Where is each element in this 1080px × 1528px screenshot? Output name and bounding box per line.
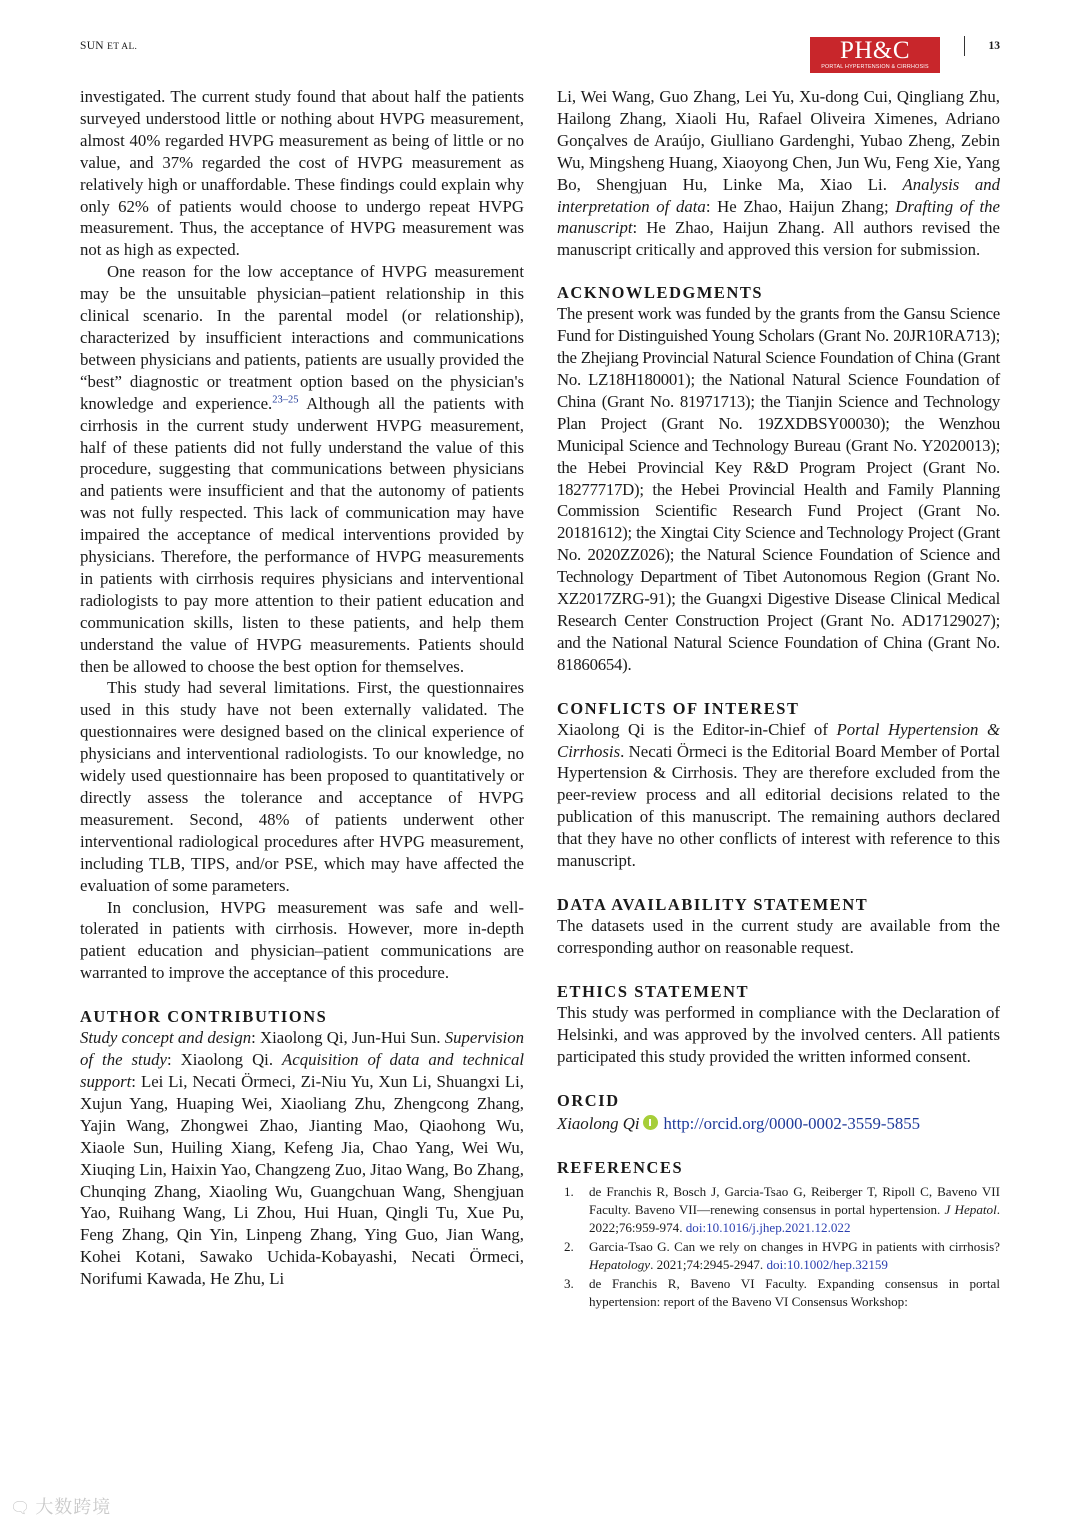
running-head-etal: ET AL. bbox=[107, 42, 138, 52]
reference-item bbox=[557, 1238, 1000, 1274]
author-contributions-continued bbox=[557, 86, 1000, 261]
journal-logo-abbr: PH&C bbox=[839, 37, 911, 64]
ethics-text: This study was performed in compliance with the Declaration of Helsinki, and was approved by the involved centers. All patients participated this study provided the written informed consent. bbox=[557, 1002, 1000, 1066]
journal-name: Portal Hypertension & Cirrhosis bbox=[557, 719, 1001, 761]
orcid-author-name: Xiaolong Qi bbox=[557, 1113, 640, 1133]
journal-logo-full-name: PORTAL HYPERTENSION & CIRRHOSIS bbox=[821, 64, 929, 70]
watermark bbox=[10, 1493, 111, 1519]
reference-number: 3. bbox=[564, 1275, 574, 1291]
citation-link[interactable]: 23–25 bbox=[272, 394, 299, 406]
section-heading-ethics: ETHICS STATEMENT bbox=[557, 981, 750, 1001]
paragraph: investigated. The current study found that about half the patients surveyed understood little or nothing about HVPG measurement, almost 40% regarded HVPG measurement as being of little or no value, and 37% regarded the cost of HVPG measurement as relatively high or unaffordable. These findings could explain why only 62% of patients would choose to undergo repeat HVPG measurement. Thus, the acceptance of HVPG measurement was not as high as expected. bbox=[80, 87, 524, 260]
reference-text: . 2021;74:2945-2947. bbox=[650, 1256, 767, 1272]
author-contributions-text bbox=[80, 1027, 524, 1290]
page-header bbox=[80, 34, 1000, 74]
orcid-entry bbox=[557, 1113, 1000, 1135]
contribution-text: Li, Wei Wang, Guo Zhang, Lei Yu, Xu-dong Cui, Qingliang Zhu, Hailong Zhang, Xiaoli Hu, Rafael Oliveira Ximenes, Adriano Gonçalves de Araújo, Giulliano Gardenghi, Yubao Zheng, Zebin Wu, Mingsheng Huang, Xiaoyong Chen, Jun Wu, Feng Xie, Yang Bo, Shengjuan Hu, Linke Ma, Xiao Li. bbox=[557, 87, 1000, 194]
reference-number: 1. bbox=[564, 1183, 574, 1199]
chat-bubble-icon: 🗨 bbox=[10, 1498, 32, 1517]
paragraph-text: Although all the patients with cirrhosis in the current study underwent HVPG measurement, half of these patients did not fully understand the value of this procedure, suggesting that communications between physicians and patients were insufficient and that the autonomy of patients was not fully respected. This lack of communication may have impaired the acceptance of medical interventions provided by physicians. Therefore, the performance of HVPG measurements in patients with cirrhosis requires physicians and interventional radiologists to pay more attention to their patient education and communication skills, listen to these patients, and help them understand the value of HVPG measurements. Patients should then be allowed to choose the best option for themselves. bbox=[80, 393, 524, 676]
reference-text: de Franchis R, Bosch J, Garcia-Tsao G, Reiberger T, Ripoll C, Baveno VII Faculty. Baveno VII—renewing consensus in portal hypertension. bbox=[589, 1183, 1000, 1217]
reference-journal: J Hepatol bbox=[944, 1201, 997, 1217]
conflicts-text bbox=[557, 719, 1000, 872]
contribution-label: Supervision of the study bbox=[80, 1028, 524, 1070]
paragraph-text: One reason for the low acceptance of HVPG measurement may be the unsuitable physician–patient relationship in this clinical scenario. In the parental model (or relationship), characterized by insufficient interactions and communications between physicians and patients, patients are usually provided the “best” diagnostic or treatment option based on the physician's knowledge and experience. bbox=[80, 262, 524, 413]
contribution-label: Drafting of the manuscript bbox=[557, 196, 1000, 238]
reference-text: . 2022;76:959-974. bbox=[589, 1201, 1000, 1235]
contribution-text: : Xiaolong Qi. bbox=[166, 1050, 283, 1070]
conflicts-text-part: . Necati Örmeci is the Editorial Board Member of Portal Hypertension & Cirrhosis. They are therefore excluded from the peer-review process and all editorial decisions related to the publication of this manuscript. The remaining authors declared that they have no other conflicts of interest with reference to this manuscript. bbox=[557, 741, 1000, 871]
reference-item bbox=[557, 1183, 1000, 1237]
running-head-author: SUN bbox=[80, 40, 104, 52]
section-heading-references: REFERENCES bbox=[557, 1157, 684, 1177]
paragraph bbox=[80, 261, 524, 677]
right-column bbox=[557, 86, 1000, 1312]
reference-list bbox=[557, 1183, 1000, 1311]
reference-doi-link[interactable]: doi:10.1002/hep.32159 bbox=[766, 1256, 888, 1272]
reference-number: 2. bbox=[564, 1238, 574, 1254]
left-column bbox=[80, 86, 524, 1290]
reference-journal: Hepatology bbox=[589, 1256, 651, 1272]
contribution-label: Analysis and interpretation of data bbox=[557, 174, 1000, 216]
contribution-text: : Lei Li, Necati Örmeci, Zi-Niu Yu, Xun Li, Shuangxi Li, Xujun Yang, Huaping Wei, Xiaoliang Zhu, Zhengcong Zhang, Yajin Wang, Zhongwei Zhao, Jianting Mao, Qiaohong Wu, Xiaole Sun, Huiling Xiang, Kefeng Jia, Chao Yang, Wei Wu, Xiuqing Lin, Haixin Yao, Changzeng Zuo, Jitao Wang, Bo Zhang, Chunqing Zhang, Xiaoling Wu, Guangchuan Wang, Shengjuan Yao, Ruihang Wang, Li Zhou, Hui Huan, Qingli Tu, Xue Pu, Feng Zhang, Qin Yin, Linpeng Zhang, Ying Guo, Jian Wang, Kohei Kotani, Sawako Uchida-Kobayashi, Necati Örmeci, Norifumi Kawada, He Zhu, Li bbox=[80, 1071, 524, 1289]
paragraph: In conclusion, HVPG measurement was safe and well-tolerated in patients with cirrhosis. However, more in-depth patient education and physician–patient communications are warranted to improve the acceptance of this procedure. bbox=[80, 897, 524, 983]
conflicts-text-part: Xiaolong Qi is the Editor-in-Chief of bbox=[557, 719, 837, 739]
section-heading-data-availability: DATA AVAILABILITY STATEMENT bbox=[557, 895, 869, 914]
orcid-icon[interactable] bbox=[643, 1115, 658, 1130]
reference-item bbox=[557, 1275, 1000, 1311]
reference-doi-link[interactable]: doi:10.1016/j.jhep.2021.12.022 bbox=[685, 1219, 851, 1235]
contribution-label: Study concept and design bbox=[80, 1028, 252, 1048]
running-head bbox=[80, 40, 137, 52]
contribution-label: Acquisition of data and technical support bbox=[80, 1050, 524, 1091]
section-heading-acknowledgments: ACKNOWLEDGMENTS bbox=[557, 283, 764, 303]
contribution-text: : He Zhao, Haijun Zhang; bbox=[705, 196, 896, 216]
header-divider bbox=[964, 36, 965, 56]
page-number: 13 bbox=[988, 40, 1000, 52]
contribution-text: : Xiaolong Qi, Jun-Hui Sun. bbox=[251, 1028, 445, 1048]
data-availability-text: The datasets used in the current study are available from the corresponding author on reasonable request. bbox=[557, 916, 1000, 957]
acknowledgments-text: The present work was funded by the grants from the Gansu Science Fund for Distinguished Young Scholars (Grant No. 20JR10RA713); the Zhejiang Provincial Natural Science Foundation of China (Grant No. LZ18H180001); the National Natural Science Foundation of China (Grant No. 81971713); the Tianjin Science and Technology Plan Project (Grant No. 19ZXDBSY00030); the Wenzhou Municipal Science and Technology Bureau (Grant No. Y2020013); the Hebei Provincial Key R&D Program Project (Grant No. 18277717D); the Hebei Provincial Health and Family Planning Commission Scientific Research Fund Project (Grant No. 20181612); the Xingtai City Science and Technology Project (Grant No. 2020ZZ026); the Natural Science Foundation of Science and Technology Department of Tibet Autonomous Region (Grant No. XZ2017ZRG-91); the Guangxi Digestive Disease Clinical Medical Research Center Construction Project (Grant No. AD17129027); and the National Natural Science Foundation of China (Grant No. 81860654). bbox=[557, 304, 1000, 674]
section-heading-conflicts: CONFLICTS OF INTEREST bbox=[557, 698, 800, 718]
watermark-text: 大数跨境 bbox=[35, 1497, 112, 1518]
paragraph: This study had several limitations. First, the questionnaires used in this study have not been externally validated. The questionnaires were designed based on the clinical experience of physicians and interventional radiologists. To our knowledge, no widely used questionnaire has been proposed to quantitatively or directly assess the tolerance and acceptance of HVPG measurement. Second, 48% of patients underwent other interventional radiological procedures after HVPG measurement, including TLB, TIPS, and/or PSE, which may have affected the evaluation of some parameters. bbox=[80, 678, 524, 895]
reference-text: de Franchis R, Baveno VI Faculty. Expanding consensus in portal hypertension: report of the Baveno VI Consensus Workshop: bbox=[589, 1275, 1000, 1309]
section-heading-orcid: ORCID bbox=[557, 1090, 620, 1110]
orcid-link[interactable]: http://orcid.org/0000-0002-3559-5855 bbox=[663, 1113, 921, 1133]
section-heading-author-contributions: AUTHOR CONTRIBUTIONS bbox=[80, 1007, 328, 1027]
journal-logo bbox=[810, 37, 940, 73]
contribution-text: : He Zhao, Haijun Zhang. All authors revised the manuscript critically and approved this version for submission. bbox=[557, 218, 1000, 260]
reference-text: Garcia-Tsao G. Can we rely on changes in HVPG in patients with cirrhosis? bbox=[589, 1238, 1000, 1254]
